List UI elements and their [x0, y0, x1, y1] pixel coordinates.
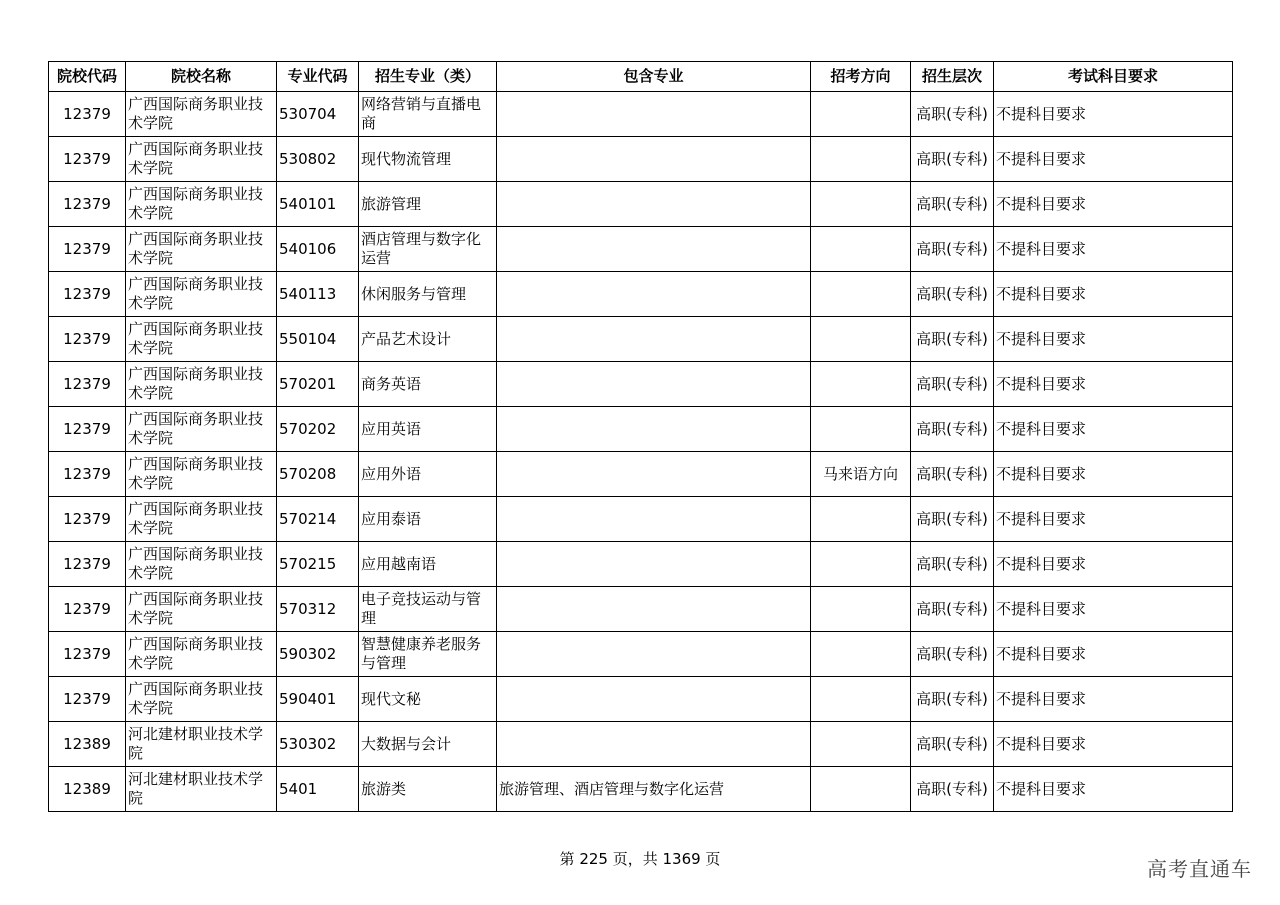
cell-included-majors [497, 632, 811, 677]
cell-major: 应用泰语 [359, 497, 497, 542]
cell-direction [811, 92, 911, 137]
cell-major: 旅游管理 [359, 182, 497, 227]
cell-included-majors [497, 587, 811, 632]
cell-requirement: 不提科目要求 [994, 92, 1233, 137]
cell-major: 旅游类 [359, 767, 497, 812]
cell-major-code: 570202 [277, 407, 359, 452]
cell-included-majors: 旅游管理、酒店管理与数字化运营 [497, 767, 811, 812]
cell-direction [811, 227, 911, 272]
cell-major: 酒店管理与数字化运营 [359, 227, 497, 272]
cell-school-name: 广西国际商务职业技术学院 [126, 362, 277, 407]
cell-requirement: 不提科目要求 [994, 587, 1233, 632]
cell-requirement: 不提科目要求 [994, 407, 1233, 452]
table-row [49, 632, 1233, 677]
cell-included-majors [497, 92, 811, 137]
cell-requirement: 不提科目要求 [994, 542, 1233, 587]
watermark-text: 高考直通车 [1147, 857, 1252, 881]
cell-major-code: 570215 [277, 542, 359, 587]
cell-school-name: 广西国际商务职业技术学院 [126, 92, 277, 137]
cell-school-code: 12389 [49, 767, 126, 812]
cell-school-code: 12379 [49, 317, 126, 362]
cell-school-code: 12379 [49, 272, 126, 317]
cell-included-majors [497, 722, 811, 767]
cell-included-majors [497, 227, 811, 272]
cell-level: 高职(专科) [911, 182, 994, 227]
admissions-table [48, 61, 1233, 812]
header-major: 招生专业（类） [359, 62, 497, 92]
cell-level: 高职(专科) [911, 137, 994, 182]
page-number: 第 225 页，共 1369 页 [559, 850, 721, 868]
cell-school-code: 12379 [49, 362, 126, 407]
cell-major: 应用越南语 [359, 542, 497, 587]
cell-major: 产品艺术设计 [359, 317, 497, 362]
cell-school-name: 广西国际商务职业技术学院 [126, 137, 277, 182]
cell-level: 高职(专科) [911, 272, 994, 317]
cell-included-majors [497, 497, 811, 542]
cell-major: 商务英语 [359, 362, 497, 407]
cell-school-name: 广西国际商务职业技术学院 [126, 497, 277, 542]
cell-requirement: 不提科目要求 [994, 497, 1233, 542]
cell-requirement: 不提科目要求 [994, 722, 1233, 767]
cell-major: 智慧健康养老服务与管理 [359, 632, 497, 677]
cell-school-name: 广西国际商务职业技术学院 [126, 317, 277, 362]
cell-school-name: 广西国际商务职业技术学院 [126, 677, 277, 722]
table-row [49, 722, 1233, 767]
cell-level: 高职(专科) [911, 407, 994, 452]
cell-requirement: 不提科目要求 [994, 362, 1233, 407]
table-row [49, 767, 1233, 812]
cell-major-code: 530802 [277, 137, 359, 182]
cell-school-code: 12379 [49, 452, 126, 497]
cell-major-code: 550104 [277, 317, 359, 362]
cell-major-code: 570201 [277, 362, 359, 407]
cell-requirement: 不提科目要求 [994, 227, 1233, 272]
cell-requirement: 不提科目要求 [994, 182, 1233, 227]
cell-direction [811, 632, 911, 677]
cell-major-code: 540113 [277, 272, 359, 317]
cell-requirement: 不提科目要求 [994, 452, 1233, 497]
table-row [49, 677, 1233, 722]
cell-major-code: 570312 [277, 587, 359, 632]
cell-direction [811, 497, 911, 542]
cell-direction [811, 542, 911, 587]
cell-included-majors [497, 452, 811, 497]
cell-major: 电子竞技运动与管理 [359, 587, 497, 632]
cell-direction: 马来语方向 [811, 452, 911, 497]
cell-level: 高职(专科) [911, 362, 994, 407]
cell-school-name: 广西国际商务职业技术学院 [126, 227, 277, 272]
cell-direction [811, 317, 911, 362]
cell-school-name: 河北建材职业技术学院 [126, 767, 277, 812]
cell-school-code: 12379 [49, 542, 126, 587]
cell-included-majors [497, 137, 811, 182]
header-level: 招生层次 [911, 62, 994, 92]
header-school-name: 院校名称 [126, 62, 277, 92]
cell-major: 大数据与会计 [359, 722, 497, 767]
table-row [49, 362, 1233, 407]
cell-school-name: 广西国际商务职业技术学院 [126, 587, 277, 632]
table-header [49, 62, 1233, 92]
cell-school-name: 广西国际商务职业技术学院 [126, 452, 277, 497]
cell-direction [811, 272, 911, 317]
cell-major: 应用外语 [359, 452, 497, 497]
cell-level: 高职(专科) [911, 92, 994, 137]
table-row [49, 227, 1233, 272]
cell-level: 高职(专科) [911, 722, 994, 767]
cell-major-code: 590401 [277, 677, 359, 722]
header-direction: 招考方向 [811, 62, 911, 92]
cell-major-code: 530302 [277, 722, 359, 767]
cell-school-code: 12379 [49, 632, 126, 677]
cell-requirement: 不提科目要求 [994, 767, 1233, 812]
table-row [49, 587, 1233, 632]
cell-major-code: 540101 [277, 182, 359, 227]
header-row [49, 62, 1233, 92]
cell-school-code: 12379 [49, 227, 126, 272]
cell-major-code: 5401 [277, 767, 359, 812]
cell-direction [811, 722, 911, 767]
table-row [49, 542, 1233, 587]
table-body [49, 92, 1233, 812]
cell-level: 高职(专科) [911, 497, 994, 542]
cell-direction [811, 362, 911, 407]
cell-direction [811, 587, 911, 632]
header-school-code: 院校代码 [49, 62, 126, 92]
cell-school-name: 广西国际商务职业技术学院 [126, 407, 277, 452]
cell-school-code: 12379 [49, 677, 126, 722]
cell-requirement: 不提科目要求 [994, 317, 1233, 362]
cell-level: 高职(专科) [911, 317, 994, 362]
cell-level: 高职(专科) [911, 542, 994, 587]
cell-major: 休闲服务与管理 [359, 272, 497, 317]
cell-included-majors [497, 182, 811, 227]
cell-major-code: 570208 [277, 452, 359, 497]
header-requirement: 考试科目要求 [994, 62, 1233, 92]
cell-school-code: 12379 [49, 182, 126, 227]
cell-direction [811, 677, 911, 722]
cell-school-code: 12379 [49, 407, 126, 452]
cell-level: 高职(专科) [911, 452, 994, 497]
cell-direction [811, 767, 911, 812]
cell-included-majors [497, 407, 811, 452]
cell-level: 高职(专科) [911, 227, 994, 272]
cell-school-code: 12379 [49, 497, 126, 542]
cell-school-name: 广西国际商务职业技术学院 [126, 542, 277, 587]
cell-major-code: 590302 [277, 632, 359, 677]
cell-major: 现代物流管理 [359, 137, 497, 182]
cell-major-code: 540106 [277, 227, 359, 272]
cell-school-code: 12379 [49, 587, 126, 632]
table-row [49, 272, 1233, 317]
cell-included-majors [497, 677, 811, 722]
cell-requirement: 不提科目要求 [994, 632, 1233, 677]
cell-direction [811, 137, 911, 182]
cell-school-code: 12379 [49, 137, 126, 182]
cell-school-name: 广西国际商务职业技术学院 [126, 182, 277, 227]
cell-major: 现代文秘 [359, 677, 497, 722]
header-major-code: 专业代码 [277, 62, 359, 92]
cell-included-majors [497, 362, 811, 407]
cell-requirement: 不提科目要求 [994, 137, 1233, 182]
cell-direction [811, 407, 911, 452]
cell-included-majors [497, 272, 811, 317]
cell-level: 高职(专科) [911, 677, 994, 722]
cell-school-code: 12389 [49, 722, 126, 767]
table-row [49, 407, 1233, 452]
cell-school-name: 河北建材职业技术学院 [126, 722, 277, 767]
cell-major: 网络营销与直播电商 [359, 92, 497, 137]
table-row [49, 92, 1233, 137]
cell-level: 高职(专科) [911, 767, 994, 812]
header-included-majors: 包含专业 [497, 62, 811, 92]
cell-level: 高职(专科) [911, 587, 994, 632]
cell-major-code: 570214 [277, 497, 359, 542]
table-row [49, 452, 1233, 497]
cell-school-code: 12379 [49, 92, 126, 137]
cell-included-majors [497, 542, 811, 587]
cell-requirement: 不提科目要求 [994, 677, 1233, 722]
cell-school-name: 广西国际商务职业技术学院 [126, 632, 277, 677]
cell-major: 应用英语 [359, 407, 497, 452]
cell-level: 高职(专科) [911, 632, 994, 677]
table-row [49, 317, 1233, 362]
table-row [49, 137, 1233, 182]
cell-direction [811, 182, 911, 227]
table-row [49, 182, 1233, 227]
cell-requirement: 不提科目要求 [994, 272, 1233, 317]
cell-school-name: 广西国际商务职业技术学院 [126, 272, 277, 317]
cell-major-code: 530704 [277, 92, 359, 137]
table-row [49, 497, 1233, 542]
cell-included-majors [497, 317, 811, 362]
